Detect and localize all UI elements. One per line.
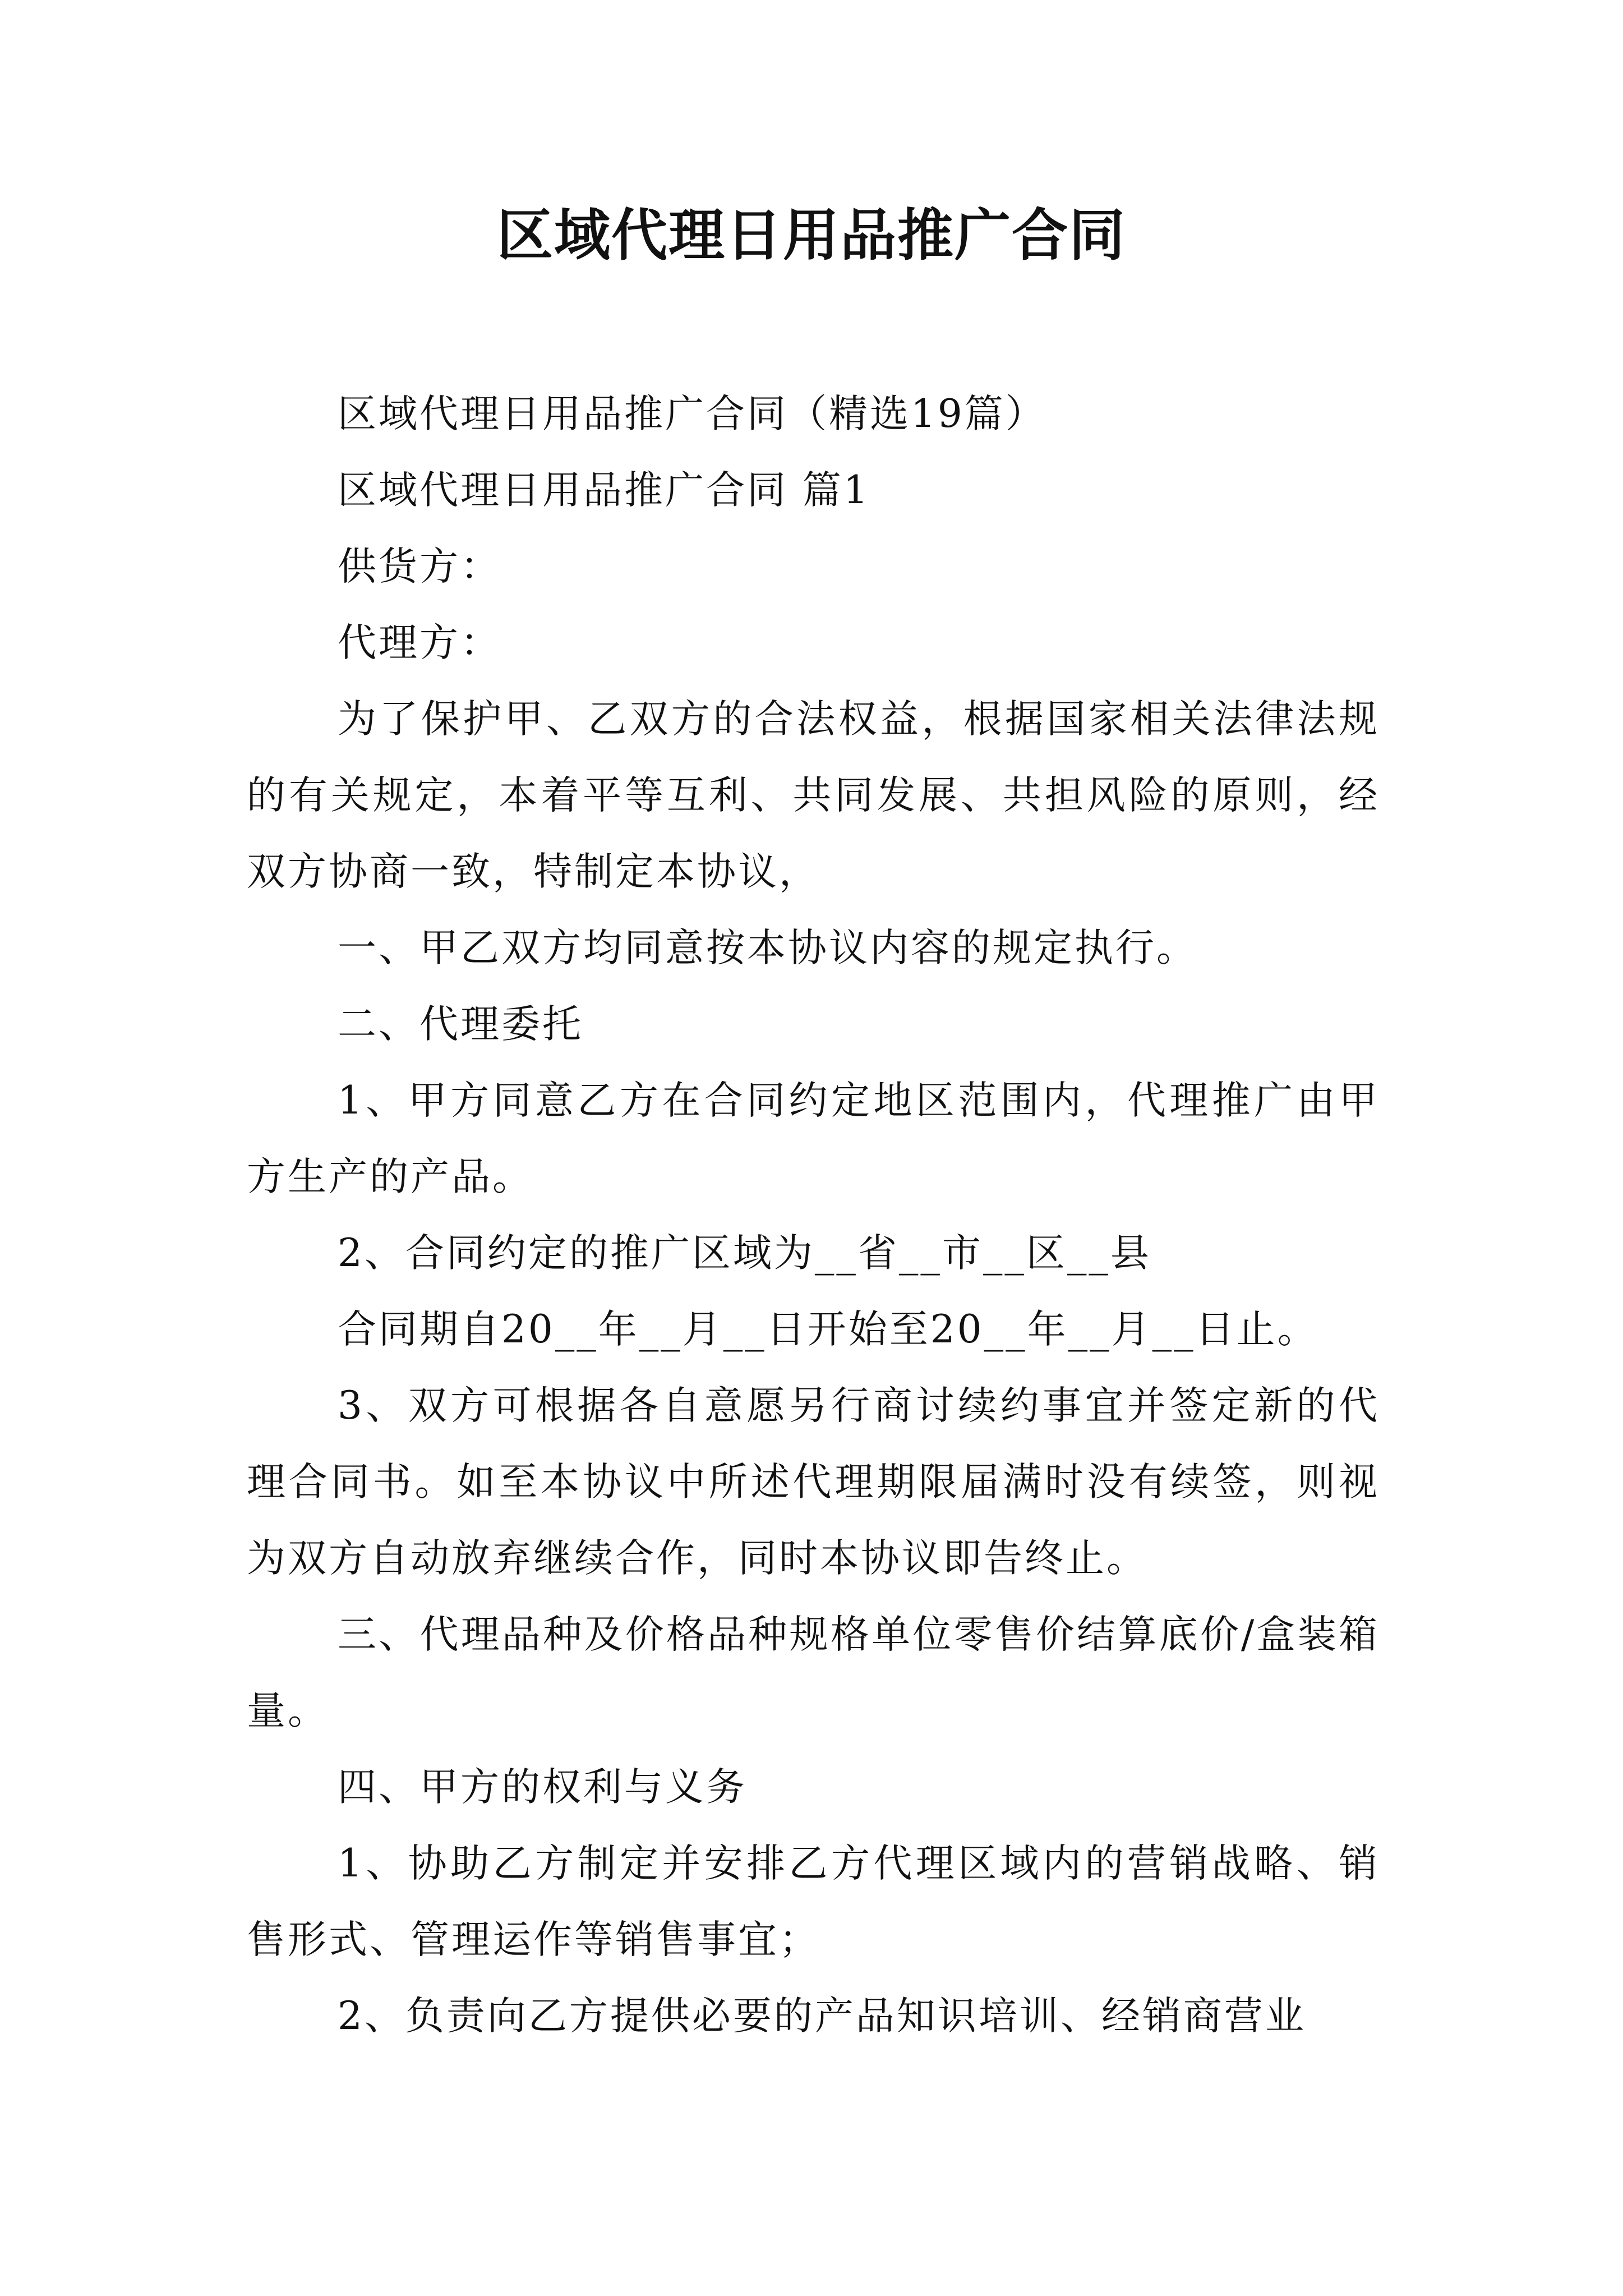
paragraph-clause-4-item-2: 2、负责向乙方提供必要的产品知识培训、经销商营业 — [338, 1994, 1306, 2039]
paragraph-subtitle: 区域代理日用品推广合同（精选19篇） — [338, 392, 1046, 436]
paragraph-contract-period: 合同期自20__年__月__日开始至20__年__月__日止。 — [338, 1307, 1318, 1352]
document-body — [247, 376, 1380, 2054]
paragraph-clause-2-item-3: 3、双方可根据各自意愿另行商讨续约事宜并签定新的代理合同书。如至本协议中所述代理期限届满时没有续签，则视为双方自动放弃继续合作，同时本协议即告终止。 — [247, 1383, 1380, 1581]
paragraph-clause-4-item-1: 1、协助乙方制定并安排乙方代理区域内的营销战略、销售形式、管理运作等销售事宜； — [247, 1841, 1380, 1962]
paragraph-preamble: 为了保护甲、乙双方的合法权益，根据国家相关法律法规的有关规定，本着平等互利、共同发展、共担风险的原则，经双方协商一致，特制定本协议， — [247, 697, 1380, 894]
paragraph-clause-2-item-1: 1、甲方同意乙方在合同约定地区范围内，代理推广由甲方生产的产品。 — [247, 1078, 1380, 1199]
paragraph-clause-4-heading: 四、甲方的权利与义务 — [338, 1765, 747, 1810]
paragraph-agent: 代理方： — [338, 620, 501, 665]
paragraph-clause-3: 三、代理品种及价格品种规格单位零售价结算底价/盒装箱量。 — [247, 1612, 1380, 1733]
paragraph-supplier: 供货方： — [338, 544, 501, 589]
paragraph-section-heading: 区域代理日用品推广合同 篇1 — [338, 468, 870, 513]
paragraph-clause-1: 一、甲乙双方均同意按本协议内容的规定执行。 — [338, 926, 1197, 970]
document-title: 区域代理日用品推广合同 — [497, 203, 1126, 268]
paragraph-clause-2-heading: 二、代理委托 — [338, 1002, 583, 1047]
paragraph-clause-2-item-2: 2、合同约定的推广区域为__省__市__区__县 — [338, 1231, 1151, 1276]
